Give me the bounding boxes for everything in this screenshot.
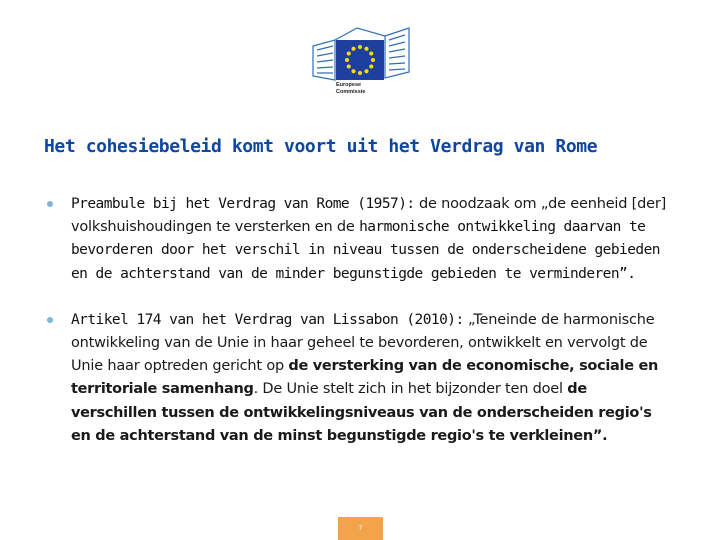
bullet-body: de noodzaak om „de eenheid [der] volkshuishoudingen te versterken en de bbox=[71, 196, 667, 236]
bullet-text bbox=[71, 193, 667, 286]
bullet-dot-icon bbox=[47, 317, 53, 323]
bullet-lead: Artikel 174 van het Verdrag van Lissabon (2010): bbox=[71, 311, 464, 328]
bullet-body: „Teneinde de harmonische ontwikkeling van de Unie in haar geheel te bevorderen, ontwikkelt en vervolgt de Unie haar optreden gericht op bbox=[71, 311, 655, 375]
bullet-item-rome bbox=[71, 193, 667, 286]
logo-line-2: Commissie bbox=[336, 89, 366, 95]
bullet-list bbox=[71, 193, 667, 471]
bullet-body: . De Unie stelt zich in het bijzonder ten doel bbox=[253, 381, 568, 398]
flag-star-icon bbox=[358, 45, 362, 49]
logo-line-1: Europese bbox=[336, 82, 362, 88]
flag-star-icon bbox=[371, 58, 375, 62]
slide-title: Het cohesiebeleid komt voort uit het Verdrag van Rome bbox=[44, 136, 598, 157]
flag-star-icon bbox=[369, 52, 373, 56]
page-number-badge bbox=[338, 517, 383, 540]
flag-star-icon bbox=[347, 52, 351, 56]
bullet-bold: harmonische ontwikkeling daarvan te bevorderen door het verschil in niveau tussen de onderscheidene gebieden en de achterstand van de minder begunstigde gebieden te verminderen”. bbox=[71, 219, 660, 282]
bullet-bold: de versterking van de economische, sociale en territoriale samenhang bbox=[71, 358, 659, 398]
bullet-item-lisbon bbox=[71, 309, 667, 448]
flag-star-icon bbox=[347, 65, 351, 69]
flag-star-icon bbox=[369, 65, 373, 69]
flag-star-icon bbox=[358, 71, 362, 75]
flag-star-icon bbox=[365, 69, 369, 73]
bullet-lead: Preambule bij het Verdrag van Rome (1957): bbox=[71, 196, 415, 212]
flag-star-icon bbox=[352, 69, 356, 73]
flag-star-icon bbox=[365, 47, 369, 51]
bullet-bold: de verschillen tussen de ontwikkelingsniveaus van de onderscheiden regio's en de achterstand van de minst begunstigde regio's te verkleinen”. bbox=[71, 381, 652, 444]
page-number: 7 bbox=[358, 525, 363, 532]
bullet-dot-icon bbox=[47, 201, 53, 207]
bullet-text bbox=[71, 309, 667, 448]
flag-star-icon bbox=[352, 47, 356, 51]
flag-star-icon bbox=[345, 58, 349, 62]
logo-wordmark bbox=[336, 82, 365, 96]
